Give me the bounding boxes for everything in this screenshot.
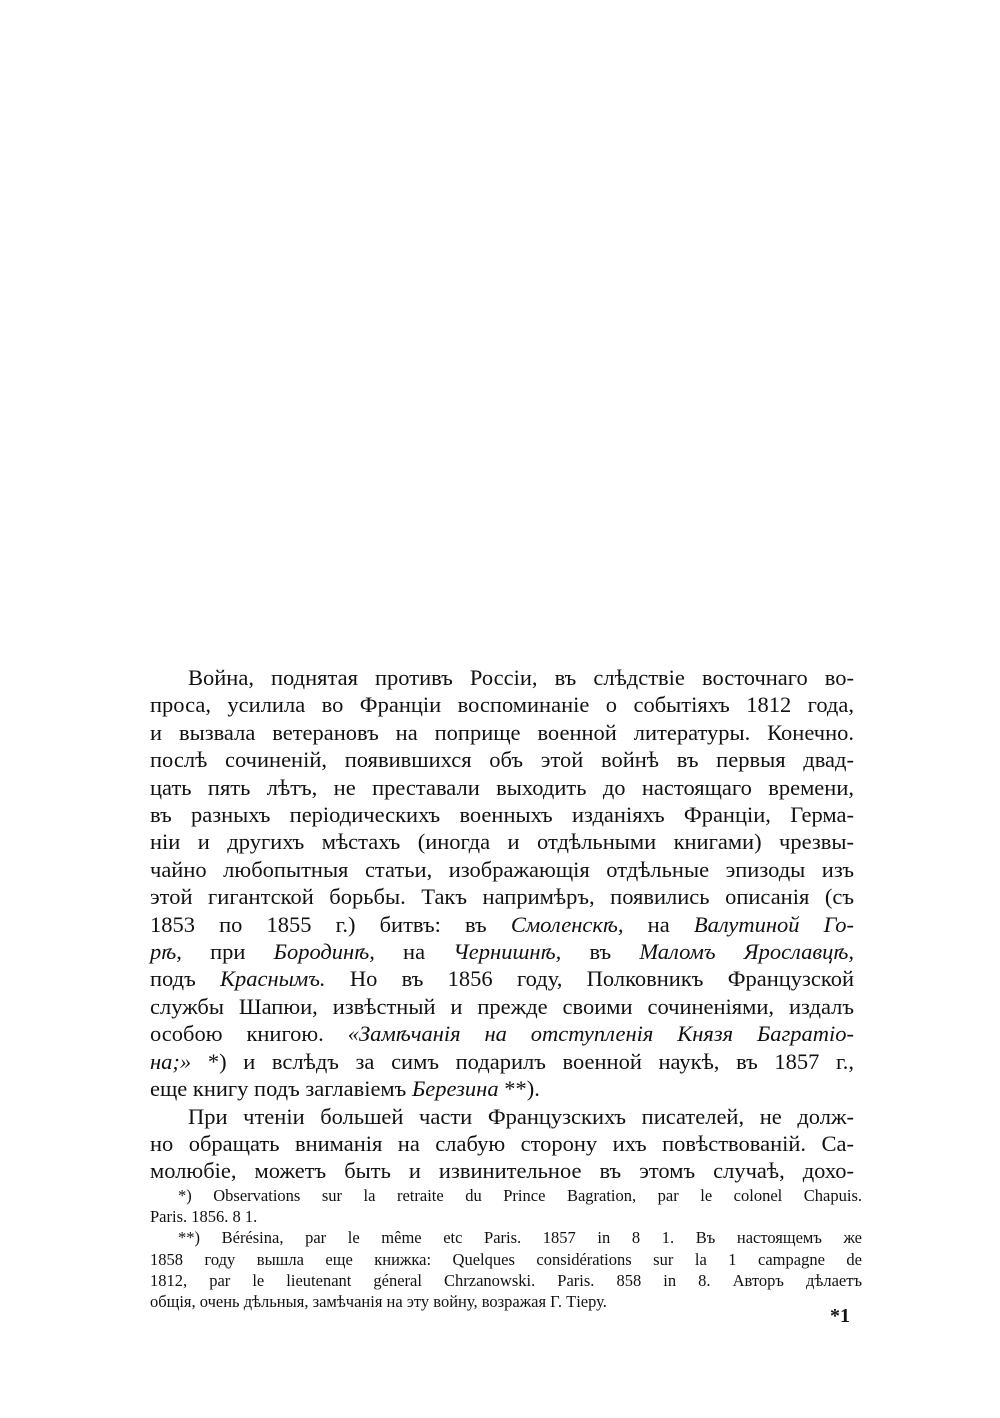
footnote-line: **) Bérésina, par le même etc Paris. 1857 in 8 1. Въ настоящемъ же: [178, 1228, 862, 1248]
text-line: молюбіе, можетъ быть и извинительное въ этомъ случаѣ, дохо-: [150, 1158, 854, 1184]
text-line: [150, 1075, 854, 1102]
text-line: [150, 938, 854, 965]
text-span: на: [647, 911, 670, 937]
text-span: *) и вслѣдъ за симъ подарилъ военной наукѣ, въ 1857 г.,: [207, 1048, 854, 1074]
footnote-line: 1858 году вышла еще книжка: Quelques considérations sur la 1 campagne de: [150, 1249, 862, 1269]
text-line: [150, 1020, 854, 1047]
text-span: въ: [589, 939, 612, 965]
text-span: при: [210, 939, 246, 965]
italic-place-name: Краснымъ.: [220, 966, 326, 992]
italic-place-name: рѣ,: [150, 939, 182, 965]
text-line: ніи и другихъ мѣстахъ (иногда и отдѣльными книгами) чрезвы-: [150, 829, 854, 855]
text-line: въ разныхъ періодическихъ военныхъ изданіяхъ Франціи, Герма-: [150, 802, 854, 828]
text-line: проса, усилила во Франціи воспоминаніе о событіяхъ 1812 года,: [150, 692, 854, 718]
text-line: и вызвала ветерановъ на поприще военной литературы. Конечно.: [150, 719, 854, 745]
text-line: При чтеніи большей части Французскихъ писателей, не долж-: [188, 1103, 854, 1129]
footnote-line: Paris. 1856. 8 1.: [150, 1207, 258, 1227]
italic-place-name: Смоленскѣ,: [510, 911, 624, 937]
main-text: [150, 664, 854, 1185]
italic-place-name: Чернишнѣ,: [453, 939, 562, 965]
text-line: [150, 965, 854, 992]
text-line: но обращать вниманія на слабую сторону ихъ повѣствованій. Са-: [150, 1130, 854, 1156]
italic-book-title: на;»: [150, 1048, 192, 1074]
text-line: этой гигантской борьбы. Такъ напримѣръ, появились описанія (съ: [150, 884, 854, 910]
text-line: Война, поднятая противъ Россіи, въ слѣдствіе восточнаго во-: [188, 665, 854, 690]
italic-place-name: Бородинѣ,: [273, 939, 375, 965]
footnotes: [150, 1185, 862, 1312]
text-span: Но въ 1856 году, Полковникъ Французской: [349, 966, 854, 992]
footnote-line: *) Observations sur la retraite du Prince Bagration, par le colonel Chapuis.: [178, 1186, 862, 1205]
footnote-line: 1812, par le lieutenant géneral Chrzanowski. Paris. 858 in 8. Авторъ дѣлаетъ: [150, 1270, 862, 1290]
italic-book-title: Березина: [411, 1076, 499, 1102]
text-line: [150, 1048, 854, 1075]
text-line: цать пять лѣтъ, не преставали выходить до настоящаго времени,: [150, 774, 854, 800]
text-line: службы Шапюи, извѣстный и прежде своими сочиненіями, издалъ: [150, 993, 854, 1019]
italic-place-name: Маломъ Ярославцѣ,: [639, 939, 855, 965]
text-span: особою книгою.: [150, 1021, 324, 1047]
text-span: на: [403, 939, 426, 965]
italic-book-title: «Замѣчанія на отступленія Князя Багратіо-: [347, 1021, 855, 1047]
signature-mark: *1: [830, 1305, 850, 1327]
text-span: 1853 по 1855 г.) битвъ: въ: [150, 911, 487, 937]
text-line: чайно любопытныя статьи, изображающія отдѣльные эпизоды изъ: [150, 856, 854, 882]
text-line: послѣ сочиненій, появившихся объ этой войнѣ въ первыя двад-: [150, 747, 854, 773]
footnote-line: общія, очень дѣльныя, замѣчанія на эту войну, возражая Г. Тіеру.: [150, 1292, 607, 1312]
footnote-ref: **).: [504, 1076, 540, 1102]
text-span: подъ: [150, 966, 196, 992]
text-line: [150, 911, 854, 938]
text-span: еще книгу подъ заглавіемъ: [150, 1076, 407, 1102]
italic-place-name: Валутиной Го-: [693, 911, 854, 937]
